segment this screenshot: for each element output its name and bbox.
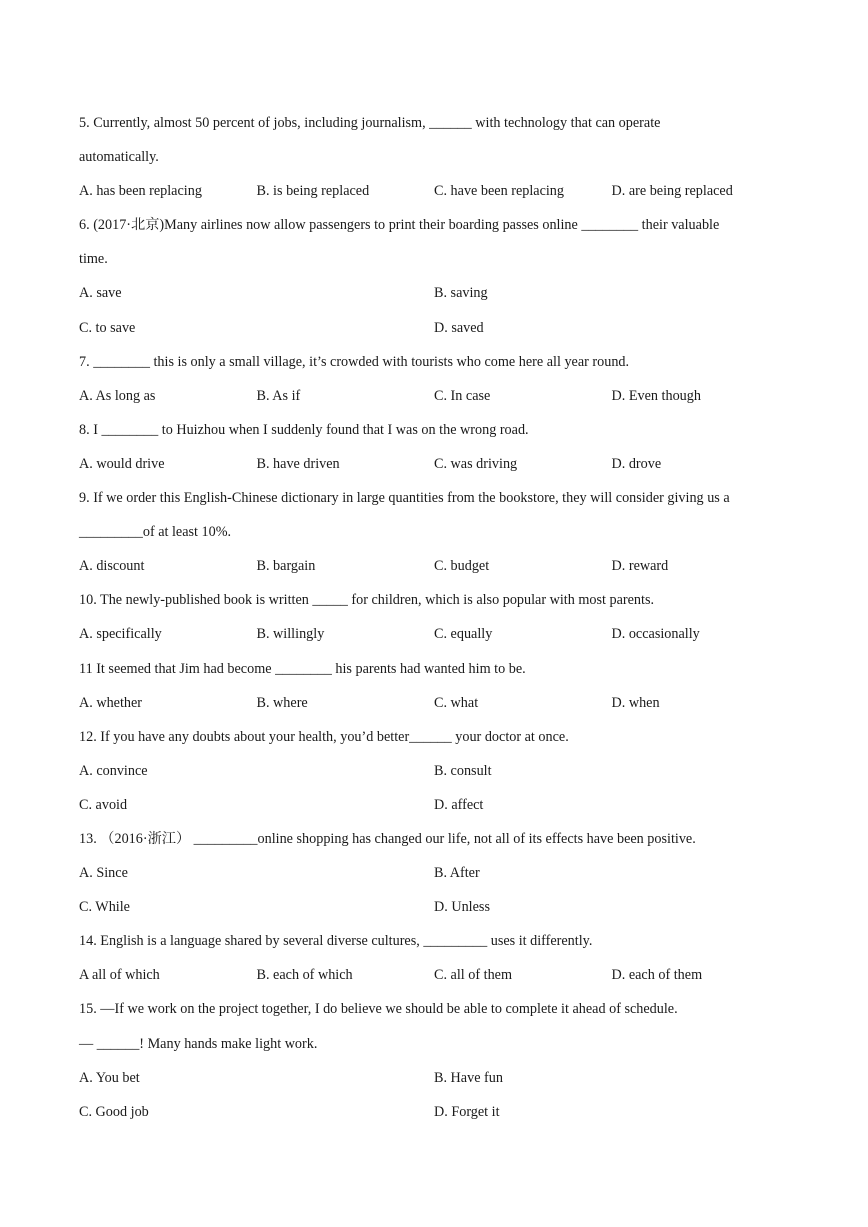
answer-option: D. occasionally <box>611 626 700 643</box>
question-item <box>79 487 809 589</box>
answer-option: A. convince <box>79 762 148 779</box>
question-item <box>79 658 809 726</box>
answer-option: D. saved <box>434 319 484 336</box>
answer-option: A. Since <box>79 865 128 882</box>
question-stem-line: 5. Currently, almost 50 percent of jobs, including journalism, ______ with technology that can operate <box>79 115 661 131</box>
answer-option: D. Forget it <box>434 1103 500 1120</box>
answer-option: B. willingly <box>256 626 325 643</box>
answer-option: D. Even though <box>611 387 701 404</box>
options-row <box>79 317 809 351</box>
question-stem-line: _________of at least 10%. <box>79 524 232 541</box>
answer-option: A all of which <box>79 967 160 984</box>
answer-option: C. avoid <box>79 796 128 813</box>
question-item <box>79 828 809 930</box>
answer-option: D. are being replaced <box>611 183 733 200</box>
answer-option: B. have driven <box>256 455 340 472</box>
answer-option: C. In case <box>434 387 491 404</box>
answer-option: C. equally <box>434 626 493 643</box>
answer-option: B. Have fun <box>434 1069 503 1086</box>
answer-option: C. have been replacing <box>434 183 564 200</box>
options-row <box>79 896 809 930</box>
options-row <box>79 794 809 828</box>
answer-option: D. drove <box>611 455 662 472</box>
answer-option: D. Unless <box>434 899 490 916</box>
question-stem-line: 10. The newly-published book is written _____ for children, which is also popular with most parents. <box>79 592 655 609</box>
answer-option: B. where <box>256 694 308 711</box>
answer-option: D. when <box>611 694 660 711</box>
options-row <box>79 1101 809 1135</box>
answer-option: A. specifically <box>79 626 162 643</box>
question-list <box>79 112 809 1135</box>
question-item <box>79 589 809 657</box>
answer-option: D. each of them <box>611 967 703 984</box>
options-row <box>79 760 809 794</box>
answer-option: A. discount <box>79 558 145 575</box>
question-item <box>79 214 809 350</box>
question-stem-line: 13. （2016·浙江） _________online shopping has changed our life, not all of its effects have been positive. <box>79 830 696 847</box>
answer-option: B. bargain <box>256 558 316 575</box>
options-row <box>79 862 809 896</box>
answer-option: B. is being replaced <box>256 183 370 200</box>
options-row <box>79 964 809 998</box>
answer-option: B. After <box>434 865 480 882</box>
question-item <box>79 998 809 1134</box>
answer-option: C. what <box>434 694 479 711</box>
answer-option: B. As if <box>256 387 301 404</box>
answer-option: B. consult <box>434 762 492 779</box>
answer-option: B. saving <box>434 285 488 302</box>
answer-option: A. As long as <box>79 387 156 404</box>
answer-option: C. to save <box>79 319 136 336</box>
answer-option: A. whether <box>79 694 143 711</box>
options-row <box>79 1067 809 1101</box>
question-stem-line: 8. I ________ to Huizhou when I suddenly found that I was on the wrong road. <box>79 421 529 438</box>
question-stem-line: 6. (2017·北京)Many airlines now allow passengers to print their boarding passes online ________ their valuable <box>79 217 720 234</box>
answer-option: C. While <box>79 899 130 916</box>
answer-option: B. each of which <box>256 967 353 984</box>
answer-option: A. You bet <box>79 1069 140 1086</box>
answer-option: D. affect <box>434 796 484 813</box>
options-row <box>79 453 809 487</box>
answer-option: A. save <box>79 285 122 302</box>
question-item <box>79 726 809 828</box>
question-stem-line: — ______! Many hands make light work. <box>79 1035 318 1052</box>
options-row <box>79 385 809 419</box>
question-stem-line: 9. If we order this English-Chinese dictionary in large quantities from the bookstore, they will consider giving us a <box>79 490 730 507</box>
answer-option: A. would drive <box>79 455 165 472</box>
question-stem-line: 14. English is a language shared by several diverse cultures, _________ uses it differently. <box>79 933 593 950</box>
question-stem-line: 7. ________ this is only a small village, it’s crowded with tourists who come here all year round. <box>79 353 630 370</box>
answer-option: C. was driving <box>434 455 518 472</box>
question-item <box>79 930 809 998</box>
options-row <box>79 282 809 316</box>
options-row <box>79 555 809 589</box>
question-stem-line: time. <box>79 251 108 268</box>
options-row <box>79 623 809 657</box>
question-item <box>79 112 809 214</box>
answer-option: C. Good job <box>79 1103 149 1120</box>
options-row <box>79 180 809 214</box>
question-stem-line: 12. If you have any doubts about your health, you’d better______ your doctor at once. <box>79 728 569 745</box>
options-row <box>79 692 809 726</box>
answer-option: D. reward <box>611 558 669 575</box>
answer-option: C. all of them <box>434 967 513 984</box>
question-item <box>79 351 809 419</box>
question-item <box>79 419 809 487</box>
answer-option: C. budget <box>434 558 490 575</box>
question-stem-line: 11 It seemed that Jim had become ________ his parents had wanted him to be. <box>79 660 526 677</box>
answer-option: A. has been replacing <box>79 183 202 200</box>
question-stem-line: automatically. <box>79 149 159 166</box>
question-stem-line: 15. —If we work on the project together, I do believe we should be able to complete it ahead of schedule. <box>79 1001 678 1018</box>
